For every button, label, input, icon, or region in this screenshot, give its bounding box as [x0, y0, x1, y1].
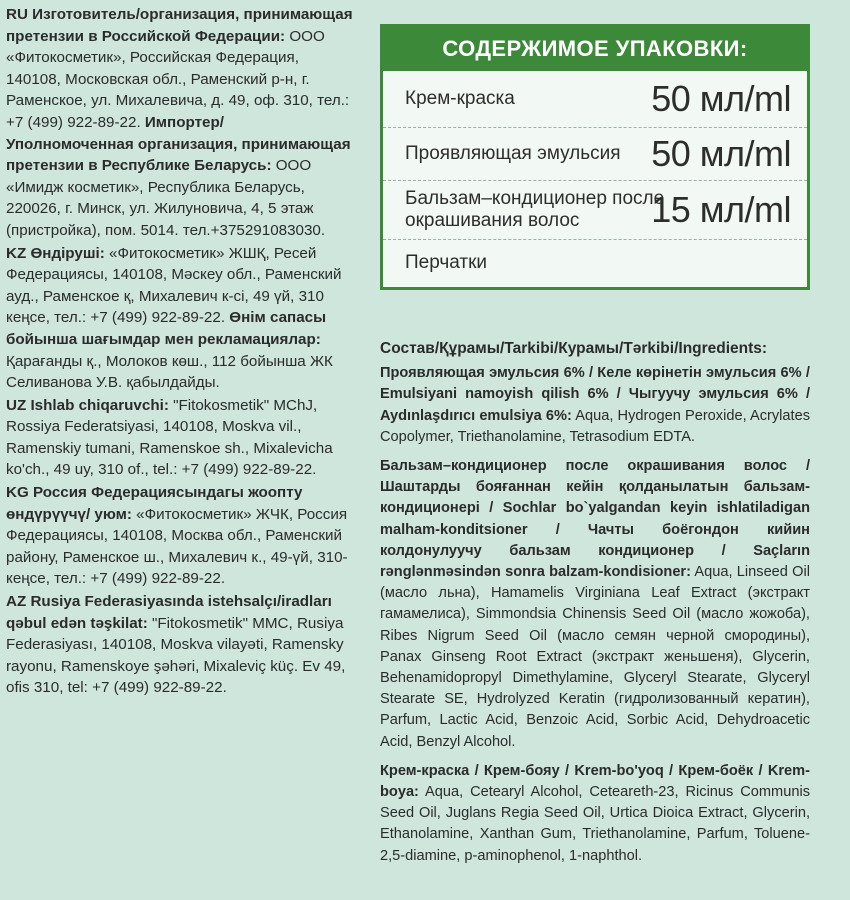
- kz-claims-text: Қарағанды қ., Молоков көш., 112 бойынша ЖК Селиванова У.В. қабылдайды.: [6, 352, 333, 392]
- ingredients-heading: Состав/Құрамы/Tarkibi/Курамы/Tərkibi/Ingredients:: [380, 340, 768, 357]
- package-title: СОДЕРЖИМОЕ УПАКОВКИ:: [383, 27, 807, 71]
- ingredients-section: [380, 338, 810, 875]
- package-item-name: Бальзам–кондиционер после окрашивания волос: [405, 188, 665, 231]
- kg-heading: KG Россия Федерациясындагы жоопту өндүрүүчү/ уюм:: [6, 484, 303, 523]
- az-heading: AZ Rusiya Federasiyasında istehsalçı/iradları qəbul edən təşkilat:: [6, 593, 332, 632]
- ingredients-block-text: Aqua, Cetearyl Alcohol, Ceteareth-23, Ricinus Communis Seed Oil, Juglans Regia Seed Oil, Urtica Dioica Extract, Glycerin, Ethanolamine, Xanthan Gum, Triethanolamine, Parfum, Toluene-2,5-diamine, p-aminophenol, 1-naphthol.: [380, 784, 810, 864]
- ingredients-block-text: Aqua, Hydrogen Peroxide, Acrylates Copolymer, Triethanolamine, Tetrasodium EDTA.: [380, 407, 810, 445]
- kz-text: «Фитокосметик» ЖШҚ, Ресей Федерациясы, 140108, Мәскеу обл., Раменский ауд., Раменское қ, Михалевич к-сі, 49 үй, 310 кеңсе, тел.: +7 (499) 922-89-22.: [6, 244, 342, 327]
- ingredients-block-title: Проявляющая эмульсия 6% / Келе көрінетін эмульсия 6% / Emulsiyani namoyish qilish 6% / Чыгуучу эмульсия 6% / Aydınlaşdırıcı emulsiya 6%:: [380, 365, 810, 424]
- az-text: "Fitokosmetik" MMC, Rusiya Federasiyası, 140108, Moskva vilayəti, Ramensky rayonu, Ramenskoye şəhəri, Mixaleviç küç. Ev 49, ofis 310, tel: +7 (499) 922-89-22.: [6, 614, 346, 697]
- uz-text: "Fitokosmetik" MChJ, Rossiya Federatsiyasi, 140108, Moskva vil., Ramenskiy tumani, Ramenskoe sh., Mixalevicha ko'ch., 49 uy, 310 of., tel.: +7 (499) 922-89-22.: [6, 396, 333, 479]
- kz-block: [6, 243, 354, 394]
- ru-block: [6, 4, 354, 242]
- ingredients-block-title: Крем-краска / Крем-бояу / Krem-bo'yoq / Крем-боёк / Krem-boya:: [380, 762, 810, 801]
- kz-claims-heading: Өнім сапасы бойынша шағымдар мен рекламациялар:: [6, 309, 327, 348]
- ingredients-block: [380, 456, 810, 753]
- by-heading: Импортер/ Уполномоченная организация, принимающая претензии в Республике Беларусь:: [6, 113, 351, 175]
- kg-text: «Фитокосметик» ЖЧК, Россия Федерациясы, 140108, Москва обл., Раменский району, Раменское ш., Михалевич к., 49-үй, 310-кеңсе, тел.: +7 (499) 922-89-22.: [6, 505, 348, 588]
- package-item-name: Перчатки: [405, 252, 488, 273]
- package-item-qty: 15 мл/ml: [651, 189, 791, 230]
- package-item-name: Проявляющая эмульсия: [405, 143, 621, 164]
- ingredients-block-title: Бальзам–кондиционер после окрашивания волос / Шаштарды бояғаннан кейін қолданылатын бальзам-кондиционері / Sochlar bo`yalgandan keyin ishlatiladigan malham-konditsioner / Чачты боёгондон кийин колдонулуучу бальзам кондиционер / Saçların rənglənməsindən sonra balzam-kondisioner:: [380, 458, 810, 581]
- kg-block: [6, 482, 354, 590]
- ru-heading: RU Изготовитель/организация, принимающая претензии в Российской Федерации:: [6, 6, 353, 45]
- by-text: ООО «Имидж косметик», Республика Беларусь, 220026, г. Минск, ул. Жилуновича, 4, 5 этаж (пристройка), пом. 5014. тел.+375291083030.: [6, 157, 326, 239]
- package-item-qty: 50 мл/ml: [651, 78, 791, 119]
- ingredients-block-text: Aqua, Linseed Oil (масло льна), Hamamelis Virginiana Leaf Extract (экстракт гамамелиса), Simmondsia Chinensis Seed Oil (масло жожоба), Ribes Nigrum Seed Oil (масло семян черной смородины), Panax Ginseng Root Extract (экстракт женьшеня), Glycerin, Behenamidopropyl Dimethylamine, Glyceryl Stearate, Glyceryl Stearate SE, Hydrolyzed Keratin (гидролизованный кератин), Parfum, Lactic Acid, Benzoic Acid, Sorbic Acid, Dehydroacetic Acid, Benzyl Alcohol.: [380, 564, 810, 750]
- package-item: [383, 240, 807, 286]
- kz-heading: KZ Өндіруші:: [6, 244, 105, 262]
- uz-heading: UZ Ishlab chiqaruvchi:: [6, 396, 169, 414]
- az-block: [6, 591, 354, 699]
- ingredients-block: [380, 761, 810, 867]
- manufacturer-info: [6, 4, 354, 700]
- package-item: [383, 71, 807, 128]
- package-item: [383, 181, 807, 240]
- ingredients-block: [380, 363, 810, 448]
- ru-text: ООО «Фитокосметик», Российская Федерация, 140108, Московская обл., Раменский р-н, г. Раменское, ул. Михалевича, д. 49, оф. 310, тел.: +7 (499) 922-89-22.: [6, 27, 350, 131]
- package-item-name: Крем-краска: [405, 88, 515, 109]
- uz-block: [6, 395, 354, 481]
- package-contents-box: [380, 24, 810, 290]
- package-item: [383, 128, 807, 181]
- package-item-qty: 50 мл/ml: [651, 133, 791, 174]
